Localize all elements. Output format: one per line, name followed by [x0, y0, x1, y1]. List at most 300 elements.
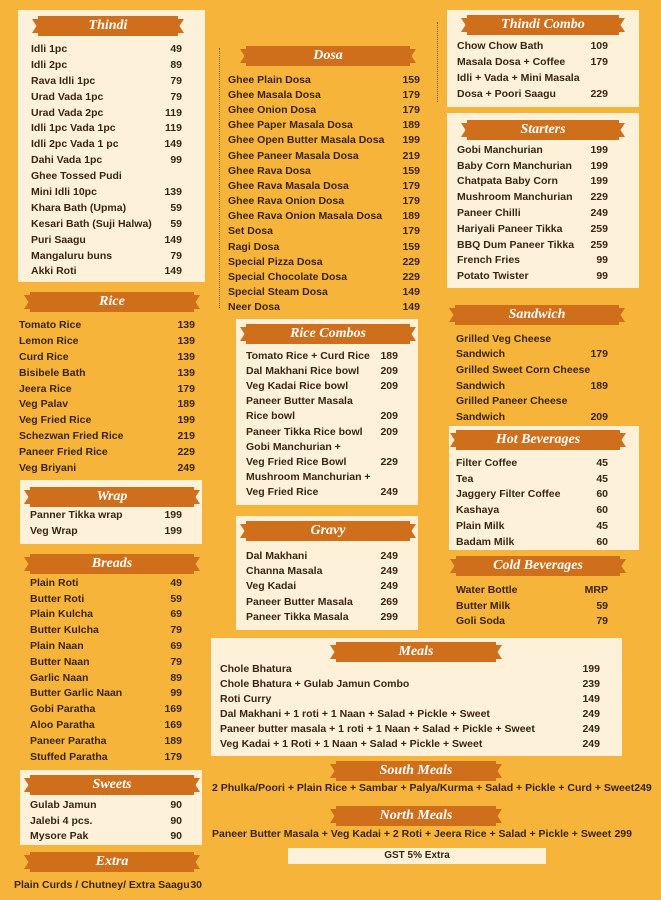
menu-item: [456, 331, 608, 347]
menu-item: [457, 38, 608, 54]
item-price: 199: [402, 134, 420, 147]
extra-header: Extra: [30, 852, 194, 872]
item-name: Special Steam Dosa: [228, 286, 328, 299]
item-price: 229: [402, 271, 420, 284]
menu-item: [228, 224, 420, 239]
item-name: Special Pizza Dosa: [228, 255, 323, 268]
item-name: Dal Makhani + 1 roti + 1 Naan + Salad + Pickle + Sweet: [220, 707, 490, 720]
menu-item: [246, 348, 398, 363]
menu-item: [19, 317, 195, 333]
item-price: 209: [380, 410, 398, 423]
item-price: 60: [596, 504, 608, 517]
menu-item: [30, 607, 182, 623]
menu-item: [30, 638, 182, 654]
menu-item: [31, 216, 182, 232]
item-name: Badam Milk: [456, 535, 515, 548]
item-name: Dahi Vada 1pc: [31, 154, 103, 167]
thindi-combo-header: Thindi Combo: [467, 15, 619, 35]
item-price: 229: [590, 88, 608, 100]
cold-beverages-list: [456, 582, 608, 629]
menu-item: [30, 654, 182, 670]
menu-item: [246, 579, 398, 594]
item-name: Jalebi 4 pcs.: [30, 814, 93, 827]
item-name: Ghee Tossed Pudi: [31, 170, 122, 183]
menu-item: [457, 268, 608, 284]
item-name: Plain Curds / Chutney/ Extra Saagu: [14, 879, 190, 891]
menu-item: [456, 362, 608, 378]
item-price: 189: [402, 210, 420, 223]
menu-item: [456, 409, 608, 425]
item-name: Veg Kadai + 1 Roti + 1 Naan + Salad + Pickle + Sweet: [220, 738, 483, 751]
menu-item: [457, 237, 608, 253]
item-price: 45: [596, 472, 608, 485]
item-price: 30: [190, 879, 202, 891]
menu-item: [246, 439, 398, 454]
item-price: 45: [596, 456, 608, 469]
menu-item: [456, 502, 608, 518]
menu-item: [31, 73, 182, 89]
item-price: 249: [380, 565, 398, 578]
menu-item: [31, 136, 182, 152]
item-price: 99: [170, 687, 182, 700]
menu-item: [228, 72, 420, 87]
menu-item: [30, 813, 182, 829]
menu-item: [228, 285, 420, 300]
rice-combos-header: Rice Combos: [246, 324, 410, 344]
gst-note: GST 5% Extra: [288, 848, 546, 864]
menu-item: [220, 661, 600, 676]
item-name: Schezwan Fried Rice: [19, 430, 124, 443]
item-price: 69: [170, 608, 182, 621]
item-price: 199: [177, 414, 195, 427]
item-name: Ghee Rava Masala Dosa: [228, 179, 349, 192]
menu-item: [220, 676, 600, 691]
item-price: 139: [177, 334, 195, 347]
item-name: Veg Palav: [19, 398, 69, 411]
item-name: Veg Kadai Rice bowl: [246, 379, 349, 392]
menu-item: [19, 381, 195, 397]
menu-item: [456, 347, 608, 363]
item-name: Idli 2pc Vada 1 pc: [31, 138, 119, 151]
item-name: Grilled Sweet Corn Cheese: [456, 363, 591, 376]
item-price: 139: [177, 350, 195, 363]
item-price: 299: [380, 611, 398, 624]
wrap-header: Wrap: [30, 487, 194, 507]
item-price: 239: [582, 677, 600, 690]
item-name: Mysore Pak: [30, 830, 89, 843]
menu-item: [19, 460, 195, 476]
extra-list: [14, 877, 202, 893]
item-name: Neer Dosa: [228, 301, 280, 314]
item-price: 209: [380, 379, 398, 392]
menu-item: [31, 41, 182, 57]
menu-item: [456, 598, 608, 614]
menu-item: [457, 142, 608, 158]
item-name: Mushroom Manchurian +: [246, 471, 371, 484]
menu-item: [31, 168, 182, 184]
menu-item: [228, 269, 420, 284]
menu-item: [31, 105, 182, 121]
item-name: Chole Bhatura + Gulab Jamun Combo: [220, 677, 410, 690]
item-price: 99: [596, 270, 608, 283]
menu-item: [228, 118, 420, 133]
menu-item: [228, 87, 420, 102]
gravy-header: Gravy: [246, 521, 410, 541]
menu-item: [19, 428, 195, 444]
item-name: Ghee Rava Onion Dosa: [228, 195, 345, 208]
menu-item: [246, 363, 398, 378]
menu-item: [228, 239, 420, 254]
item-price: 69: [170, 640, 182, 653]
menu-item: [30, 686, 182, 702]
item-price: 249: [380, 486, 398, 499]
divider: [437, 22, 438, 102]
hot-beverages-header: Hot Beverages: [456, 430, 620, 450]
item-price: 59: [170, 592, 182, 605]
item-price: 189: [164, 734, 182, 747]
menu-item: [246, 454, 398, 469]
menu-item: [246, 594, 398, 609]
item-price: 79: [170, 74, 182, 87]
item-price: 249: [380, 549, 398, 562]
item-price: 199: [164, 524, 182, 537]
item-price: 149: [164, 265, 182, 278]
item-name: Ghee Masala Dosa: [228, 88, 321, 101]
menu-item: [31, 263, 182, 279]
item-price: 199: [164, 508, 182, 521]
menu-item: [30, 749, 182, 765]
starters-list: [457, 142, 608, 284]
menu-item: [246, 409, 398, 424]
gravy-list: [246, 548, 398, 625]
rice-list: [19, 317, 195, 476]
menu-item: [30, 622, 182, 638]
item-name: Plain Roti: [30, 576, 79, 589]
menu-item: [220, 706, 600, 721]
item-price: 249: [177, 461, 195, 474]
menu-item: [19, 333, 195, 349]
item-price: 49: [170, 42, 182, 55]
south-meals-header: South Meals: [336, 761, 496, 781]
menu-item: [456, 455, 608, 471]
item-name: Sandwich: [456, 348, 506, 361]
item-name: Channa Masala: [246, 565, 323, 578]
item-name: Akki Roti: [31, 265, 77, 278]
menu-item: [228, 254, 420, 269]
item-name: Baby Corn Manchurian: [457, 159, 572, 172]
item-name: Gulab Jamun: [30, 798, 97, 811]
menu-item: [457, 70, 608, 86]
item-price: 299: [614, 828, 632, 840]
meals-header: Meals: [336, 642, 496, 662]
meals-list: [220, 661, 600, 752]
menu-item: [246, 563, 398, 578]
menu-item: [457, 189, 608, 205]
item-price: 79: [170, 655, 182, 668]
menu-item: [246, 610, 398, 625]
item-name: Urad Vada 2pc: [31, 106, 104, 119]
item-price: 229: [402, 255, 420, 268]
menu-item: [246, 378, 398, 393]
menu-item: [31, 248, 182, 264]
item-price: 59: [596, 599, 608, 612]
item-price: 179: [590, 56, 608, 68]
menu-item: [31, 120, 182, 136]
item-name: Butter Roti: [30, 592, 85, 605]
item-name: Plain Naan: [30, 640, 84, 653]
menu-item: [228, 178, 420, 193]
item-name: Paneer butter masala + 1 roti + 1 Naan + Salad + Pickle + Sweet: [220, 722, 535, 735]
menu-item: [456, 518, 608, 534]
item-name: Panner Tikka wrap: [30, 508, 123, 521]
item-price: 179: [402, 103, 420, 116]
item-price: 179: [402, 179, 420, 192]
menu-item: [30, 701, 182, 717]
item-name: Puri Saagu: [31, 233, 86, 246]
item-name: Gobi Manchurian: [457, 143, 543, 156]
item-price: 99: [170, 154, 182, 167]
menu-item: [30, 575, 182, 591]
menu-item: [30, 829, 182, 845]
item-price: 259: [590, 222, 608, 235]
item-name: Veg Fried Rice: [19, 414, 92, 427]
item-name: Tomato Rice: [19, 318, 82, 331]
item-name: Mangaluru buns: [31, 249, 113, 262]
item-name: Ghee Onion Dosa: [228, 103, 317, 116]
menu-item: [19, 365, 195, 381]
menu-item: [456, 471, 608, 487]
item-price: 179: [177, 382, 195, 395]
item-name: Ghee Open Butter Masala Dosa: [228, 134, 385, 147]
item-price: 60: [596, 488, 608, 501]
item-name: Butter Garlic Naan: [30, 687, 123, 700]
thindi-list: [31, 41, 182, 279]
item-price: 149: [164, 138, 182, 151]
item-name: Masala Dosa + Coffee: [457, 56, 566, 68]
south-meals-list: [212, 780, 652, 796]
item-name: Butter Naan: [30, 655, 90, 668]
menu-item: [31, 57, 182, 73]
item-price: 219: [402, 149, 420, 162]
item-price: 259: [590, 238, 608, 251]
item-name: Ghee Rava Dosa: [228, 164, 311, 177]
menu-item: [228, 209, 420, 224]
item-price: 189: [380, 349, 398, 362]
item-price: 269: [380, 595, 398, 608]
menu-item: [30, 507, 182, 523]
item-name: Ghee Paper Masala Dosa: [228, 119, 353, 132]
item-price: 99: [596, 254, 608, 267]
item-name: Filter Coffee: [456, 456, 518, 469]
item-name: Sandwich: [456, 379, 506, 392]
item-price: 119: [165, 122, 182, 135]
item-name: Tomato Rice + Curd Rice: [246, 349, 370, 362]
item-name: Idli 1pc: [31, 42, 68, 55]
item-price: 179: [402, 225, 420, 238]
item-price: 249: [582, 738, 600, 751]
menu-item: [30, 523, 182, 539]
menu-item: [19, 444, 195, 460]
item-name: Plain Kulcha: [30, 608, 94, 621]
item-name: Goli Soda: [456, 615, 506, 628]
item-name: Jaggery Filter Coffee: [456, 488, 561, 501]
item-price: 249: [590, 207, 608, 220]
menu-item: [457, 158, 608, 174]
north-meals-list: [212, 826, 632, 842]
item-price: 199: [590, 143, 608, 156]
item-price: 229: [177, 446, 195, 459]
item-price: 159: [402, 73, 420, 86]
item-name: Roti Curry: [220, 692, 272, 705]
menu-item: [456, 378, 608, 394]
menu-item: [246, 394, 398, 409]
menu-item: [246, 424, 398, 439]
dosa-header: Dosa: [246, 46, 410, 66]
item-name: Bisibele Bath: [19, 366, 86, 379]
item-name: Veg Wrap: [30, 524, 78, 537]
item-name: Jeera Rice: [19, 382, 72, 395]
menu-item: [19, 412, 195, 428]
menu-item: [456, 582, 608, 598]
item-name: French Fries: [457, 254, 521, 267]
item-name: Paneer Butter Masala: [246, 395, 353, 408]
item-name: BBQ Dum Paneer Tikka: [457, 238, 575, 251]
item-price: 249: [380, 580, 398, 593]
item-name: Set Dosa: [228, 225, 273, 238]
menu-item: [456, 534, 608, 550]
item-name: Curd Rice: [19, 350, 69, 363]
item-name: Paneer Butter Masala: [246, 595, 353, 608]
menu-item: [19, 396, 195, 412]
item-price: 229: [380, 455, 398, 468]
item-name: Veg Briyani: [19, 461, 77, 474]
menu-item: [31, 200, 182, 216]
item-price: 199: [590, 159, 608, 172]
menu-item: [220, 736, 600, 751]
item-name: Paneer Fried Rice: [19, 446, 108, 459]
menu-item: [457, 221, 608, 237]
menu-item: [212, 826, 632, 842]
menu-item: [30, 797, 182, 813]
item-name: Paneer Butter Masala + Veg Kadai + 2 Roti + Jeera Rice + Salad + Pickle + Sweet: [212, 828, 612, 840]
item-price: 79: [170, 624, 182, 637]
item-name: Idli 2pc: [31, 58, 68, 71]
menu-item: [228, 300, 420, 315]
menu-item: [457, 54, 608, 70]
sweets-header: Sweets: [30, 775, 194, 795]
item-name: Butter Milk: [456, 599, 511, 612]
item-name: Tea: [456, 472, 474, 485]
menu-item: [220, 721, 600, 736]
menu-item: [457, 174, 608, 190]
menu-item: [456, 487, 608, 503]
item-price: 89: [170, 671, 182, 684]
item-price: 199: [590, 175, 608, 188]
menu-item: [220, 691, 600, 706]
item-name: Plain Milk: [456, 520, 505, 533]
item-name: Paneer Paratha: [30, 734, 107, 747]
menu-item: [246, 548, 398, 563]
item-price: 189: [402, 119, 420, 132]
item-name: Kashaya: [456, 504, 500, 517]
item-price: 229: [590, 191, 608, 204]
item-name: Sandwich: [456, 410, 506, 423]
item-name: Gobi Manchurian +: [246, 440, 341, 453]
item-price: 60: [596, 535, 608, 548]
item-price: 209: [380, 364, 398, 377]
item-name: Chow Chow Bath: [457, 40, 544, 52]
item-price: 209: [380, 425, 398, 438]
item-price: 199: [582, 662, 600, 675]
item-price: 249: [582, 707, 600, 720]
item-name: Kesari Bath (Suji Halwa): [31, 217, 152, 230]
menu-item: [228, 133, 420, 148]
item-price: 149: [402, 301, 420, 314]
menu-item: [457, 205, 608, 221]
item-price: 90: [170, 830, 182, 843]
item-price: 209: [590, 410, 608, 423]
item-name: Veg Fried Rice Bowl: [246, 455, 347, 468]
item-price: 179: [402, 88, 420, 101]
rice-combos-list: [246, 348, 398, 500]
item-name: Rice bowl: [246, 410, 296, 423]
item-name: Ghee Rava Onion Masala Dosa: [228, 210, 383, 223]
sweets-list: [30, 797, 182, 844]
item-name: Aloo Paratha: [30, 719, 95, 732]
item-price: 149: [582, 692, 600, 705]
menu-item: [31, 184, 182, 200]
item-price: 79: [170, 90, 182, 103]
item-name: Grilled Paneer Cheese: [456, 395, 568, 408]
item-price: 169: [164, 719, 182, 732]
item-price: 109: [590, 40, 608, 52]
item-name: Ghee Paneer Masala Dosa: [228, 149, 359, 162]
menu-item: [228, 163, 420, 178]
item-price: 45: [596, 520, 608, 533]
item-name: Khara Bath (Upma): [31, 201, 127, 214]
item-name: Paneer Tikka Masala: [246, 611, 349, 624]
item-name: Idli + Vada + Mini Masala: [457, 72, 580, 84]
item-price: 219: [177, 430, 195, 443]
item-name: Mini Idli 10pc: [31, 185, 97, 198]
item-name: Paneer Chilli: [457, 207, 521, 220]
item-name: Ragi Dosa: [228, 240, 280, 253]
sandwich-list: [456, 331, 608, 425]
item-price: 139: [177, 366, 195, 379]
item-price: 159: [402, 240, 420, 253]
item-name: Dosa + Poori Saagu: [457, 88, 556, 100]
menu-item: [30, 717, 182, 733]
item-name: Paneer Tikka Rice bowl: [246, 425, 363, 438]
item-price: 179: [402, 195, 420, 208]
item-price: 79: [170, 249, 182, 262]
item-name: Veg Fried Rice: [246, 486, 319, 499]
menu-item: [228, 194, 420, 209]
menu-item: [457, 86, 608, 102]
dosa-list: [228, 72, 420, 315]
item-price: 179: [164, 750, 182, 763]
thindi-header: Thindi: [38, 16, 178, 36]
item-name: Dal Makhani Rice bowl: [246, 364, 360, 377]
item-price: 90: [170, 798, 182, 811]
item-name: Potato Twister: [457, 270, 529, 283]
menu-item: [456, 393, 608, 409]
menu-item: [30, 670, 182, 686]
divider: [219, 48, 220, 308]
item-name: Gobi Paratha: [30, 703, 96, 716]
item-name: Stuffed Paratha: [30, 750, 108, 763]
item-price: 79: [596, 615, 608, 628]
